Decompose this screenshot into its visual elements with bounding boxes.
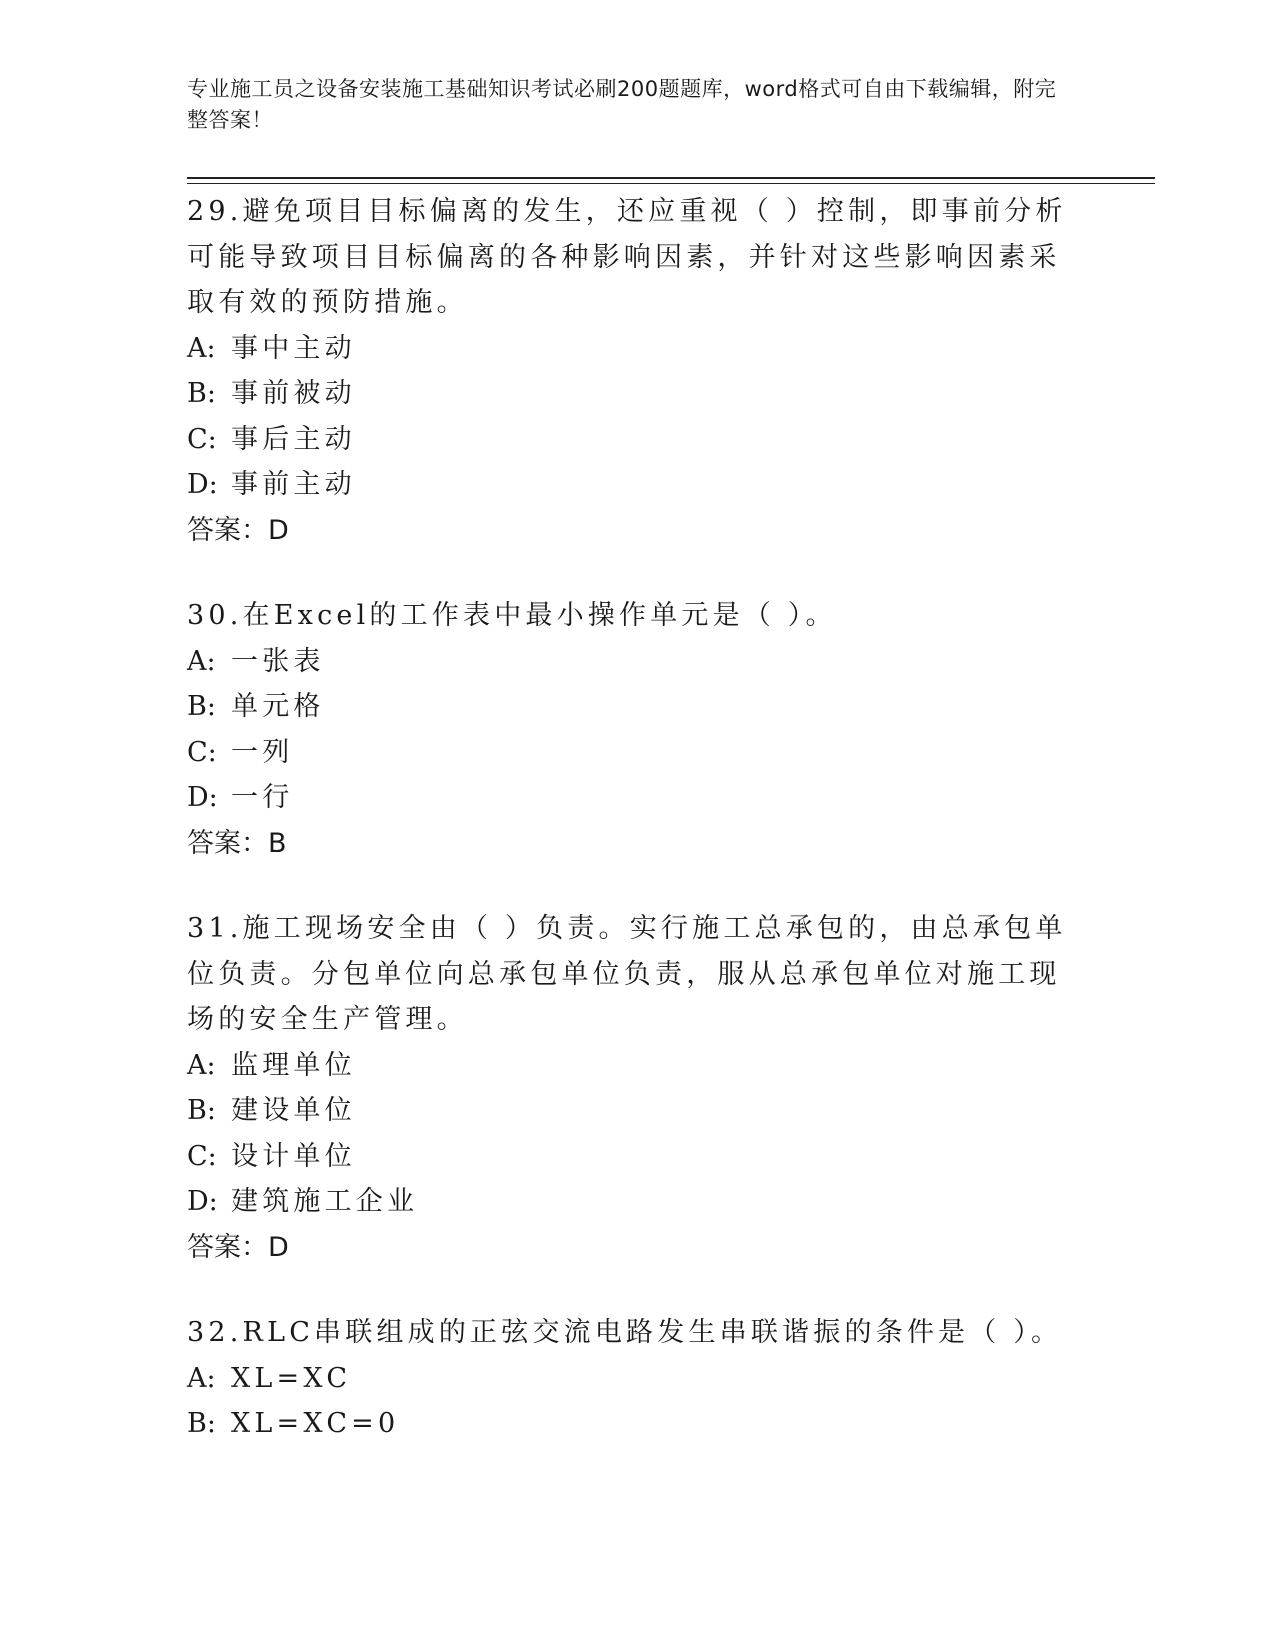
question-list xyxy=(187,189,1067,1487)
option-d xyxy=(187,1179,1067,1225)
option-c xyxy=(187,417,1067,463)
answer-line: 答案：D xyxy=(187,1231,289,1263)
option-text: XL=XC=0 xyxy=(231,1408,400,1439)
option-text: 一列 xyxy=(231,736,294,768)
option-letter: A: xyxy=(187,332,216,364)
option-letter: D: xyxy=(187,1186,218,1217)
header-divider-thick xyxy=(187,177,1155,179)
option-text: XL=XC xyxy=(231,1362,352,1394)
option-d xyxy=(187,462,1067,508)
option-letter: A: xyxy=(187,645,216,677)
option-letter: B: xyxy=(187,1408,216,1439)
document-header: 专业施工员之设备安装施工基础知识考试必刷200题题库，word格式可自由下载编辑，附完整答案！ xyxy=(187,77,1057,132)
option-letter: B: xyxy=(187,691,216,722)
option-b xyxy=(187,1401,1067,1447)
question-29 xyxy=(187,189,1067,553)
question-stem: 30.在Excel的工作表中最小操作单元是（ ）。 xyxy=(187,600,837,631)
option-letter: C: xyxy=(187,423,217,455)
question-stem: 32.RLC串联组成的正弦交流电路发生串联谐振的条件是（ ）。 xyxy=(187,1317,1063,1348)
option-letter: B: xyxy=(187,1095,216,1126)
question-31 xyxy=(187,906,1067,1270)
option-letter: D: xyxy=(187,782,218,813)
option-text: 事后主动 xyxy=(231,423,356,455)
question-32 xyxy=(187,1310,1067,1447)
option-text: 建筑施工企业 xyxy=(231,1186,419,1217)
option-a xyxy=(187,326,1067,372)
option-text: 监理单位 xyxy=(231,1049,356,1081)
option-c xyxy=(187,1134,1067,1180)
header-divider-thin xyxy=(187,183,1155,184)
question-stem: 31.施工现场安全由（ ）负责。实行施工总承包的，由总承包单位负责。分包单位向总承包单位负责，服从总承包单位对施工现场的安全生产管理。 xyxy=(187,913,1067,1035)
option-text: 一行 xyxy=(231,782,294,813)
option-text: 建设单位 xyxy=(231,1095,356,1126)
answer-line: 答案：B xyxy=(187,827,287,859)
option-letter: A: xyxy=(187,1049,216,1081)
option-letter: C: xyxy=(187,1140,217,1172)
option-b xyxy=(187,1088,1067,1134)
option-b xyxy=(187,684,1067,730)
option-text: 设计单位 xyxy=(231,1140,356,1172)
question-stem: 29.避免项目目标偏离的发生，还应重视（ ）控制，即事前分析可能导致项目目标偏离的各种影响因素，并针对这些影响因素采取有效的预防措施。 xyxy=(187,196,1067,318)
option-letter: B: xyxy=(187,378,216,409)
option-text: 一张表 xyxy=(231,645,325,677)
option-d xyxy=(187,775,1067,821)
option-letter: D: xyxy=(187,469,218,500)
question-30 xyxy=(187,593,1067,866)
option-letter: A: xyxy=(187,1362,216,1394)
option-a xyxy=(187,1043,1067,1089)
option-b xyxy=(187,371,1067,417)
option-letter: C: xyxy=(187,736,217,768)
option-text: 单元格 xyxy=(231,691,325,722)
option-text: 事前被动 xyxy=(231,378,356,409)
answer-line: 答案：D xyxy=(187,514,289,546)
option-a xyxy=(187,1356,1067,1402)
option-a xyxy=(187,639,1067,685)
option-text: 事中主动 xyxy=(231,332,356,364)
option-c xyxy=(187,730,1067,776)
option-text: 事前主动 xyxy=(231,469,356,500)
